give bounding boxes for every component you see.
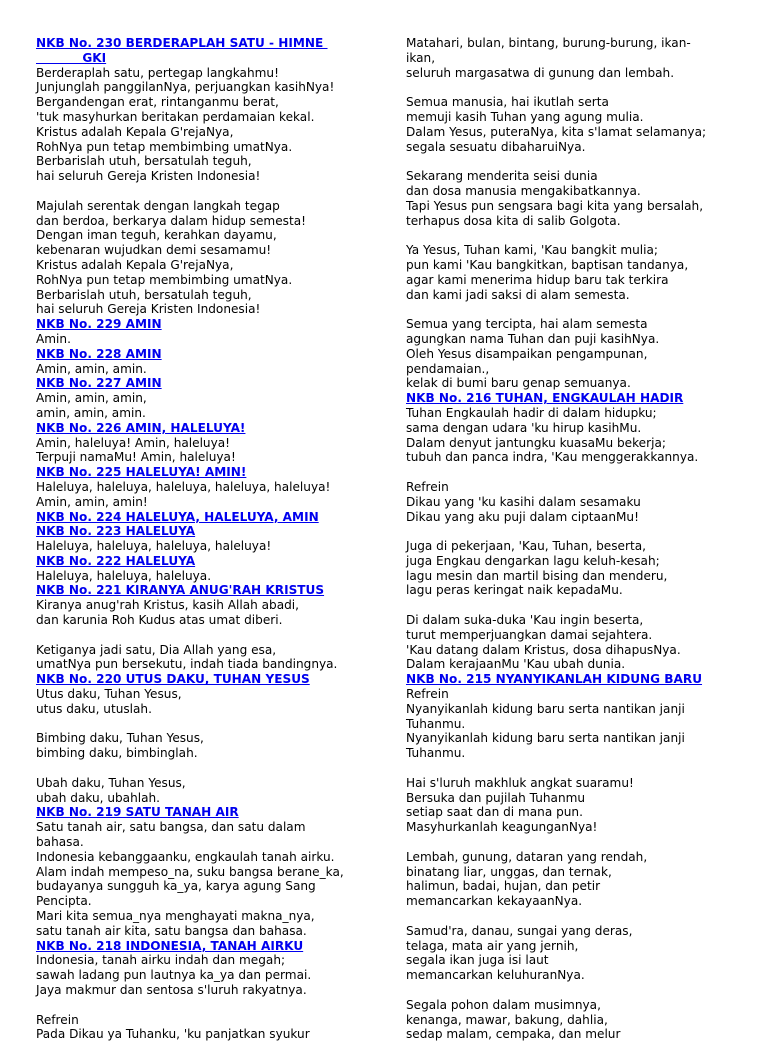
lyric-line: Semua yang tercipta, hai alam semesta [406, 317, 648, 332]
lyric-line: juga Engkau dengarkan lagu keluh-kesah; [406, 553, 660, 568]
lyric-line: Kiranya anug'rah Kristus, kasih Allah abadi, [36, 598, 300, 613]
lyric-line: Ya Yesus, Tuhan kami, 'Kau bangkit mulia; [406, 243, 658, 258]
lyric-line: Pada Dikau ya Tuhanku, 'ku panjatkan syukur [36, 1027, 310, 1042]
lyric-line: amin, amin, amin. [36, 405, 146, 420]
lyric-line: Kristus adalah Kepala G'rejaNya, [36, 124, 234, 139]
lyric-line: memancarkan kekayaanNya. [406, 894, 583, 909]
lyric-line: hai seluruh Gereja Kristen Indonesia! [36, 169, 261, 184]
lyric-line: Tuhanmu. [406, 716, 466, 731]
lyric-line: Amin, haleluya! Amin, haleluya! [36, 435, 231, 450]
hymn-title-link[interactable]: NKB No. 225 HALELUYA! AMIN! [36, 465, 247, 480]
lyric-line: Amin, amin, amin, [36, 391, 147, 406]
lyric-line: pun kami 'Kau bangkitkan, baptisan tandanya, [406, 257, 689, 272]
lyric-line: sawah ladang pun lautnya ka_ya dan permai. [36, 968, 312, 983]
lyric-line: turut memperjuangkan damai sejahtera. [406, 627, 653, 642]
lyric-line: Ketiganya jadi satu, Dia Allah yang esa, [36, 642, 277, 657]
lyric-line: memancarkan keluhuranNya. [406, 968, 585, 983]
lyric-line: Pencipta. [36, 894, 92, 909]
lyric-line: Dikau yang aku puji dalam ciptaanMu! [406, 509, 639, 524]
hymn-title-link[interactable]: NKB No. 223 HALELUYA [36, 524, 196, 539]
lyric-line: dan berdoa, berkarya dalam hidup semesta! [36, 213, 306, 228]
lyric-line: Tuhanmu. [406, 746, 466, 761]
lyric-line: seluruh margasatwa di gunung dan lembah. [406, 65, 675, 80]
stanza-break [406, 761, 746, 776]
lyric-line: Oleh Yesus disampaikan pengampunan, [406, 346, 648, 361]
lyric-line: Masyhurkanlah keagunganNya! [406, 820, 598, 835]
stanza-break [406, 80, 746, 95]
lyric-line: Indonesia kebanggaanku, engkaulah tanah airku. [36, 849, 335, 864]
lyric-line: sedap malam, cempaka, dan melur [406, 1027, 621, 1042]
lyric-line: Juga di pekerjaan, 'Kau, Tuhan, beserta, [406, 539, 646, 554]
lyric-line: Berbarislah utuh, bersatulah teguh, [36, 287, 252, 302]
stanza-break [36, 184, 371, 199]
lyric-line: Bersuka dan pujilah Tuhanmu [406, 790, 586, 805]
lyric-line: Majulah serentak dengan langkah tegap [36, 198, 280, 213]
lyric-line: Refrein [406, 687, 449, 702]
lyric-line: agar kami menerima hidup baru tak terkira [406, 272, 669, 287]
lyric-line: lagu peras keringat naik kepadaMu. [406, 583, 623, 598]
hymn-title-link[interactable]: NKB No. 224 HALELUYA, HALELUYA, AMIN [36, 509, 319, 524]
lyric-line: Dalam denyut jantungku kuasaMu bekerja; [406, 435, 666, 450]
lyric-line: RohNya pun tetap membimbing umatNya. [36, 139, 293, 154]
lyric-line: dan dosa manusia mengakibatkannya. [406, 183, 641, 198]
hymn-title-link[interactable]: NKB No. 221 KIRANYA ANUG'RAH KRISTUS [36, 583, 325, 598]
lyric-line: Dikau yang 'ku kasihi dalam sesamaku [406, 494, 641, 509]
lyric-line: utus daku, utuslah. [36, 701, 152, 716]
lyric-line: Refrein [36, 1012, 79, 1027]
lyric-line: Tuhan Engkaulah hadir di dalam hidupku; [406, 405, 657, 420]
lyric-line: Jaya makmur dan sentosa s'luruh rakyatnya. [36, 983, 307, 997]
lyric-line: budayanya sungguh ka_ya, karya agung Sang [36, 879, 316, 894]
stanza-break [406, 465, 746, 480]
lyric-line: Berderaplah satu, pertegap langkahmu! [36, 65, 279, 80]
hymn-title-link[interactable]: NKB No. 226 AMIN, HALELUYA! [36, 420, 246, 435]
lyric-line: halimun, badai, hujan, dan petir [406, 879, 601, 894]
lyric-line: Nyanyikanlah kidung baru serta nantikan janji [406, 701, 685, 716]
hymn-title-link[interactable]: NKB No. 220 UTUS DAKU, TUHAN YESUS [36, 672, 310, 687]
hymn-title-link[interactable]: NKB No. 216 TUHAN, ENGKAULAH HADIR [406, 391, 684, 406]
lyric-line: Alam indah mempeso_na, suku bangsa berane_ka, [36, 864, 344, 879]
lyric-line: setiap saat dan di mana pun. [406, 805, 583, 820]
hymn-title-link[interactable]: GKI [36, 50, 107, 65]
lyric-line: Ubah daku, Tuhan Yesus, [36, 775, 186, 790]
stanza-break [406, 598, 746, 613]
stanza-break [36, 998, 371, 1013]
lyric-line: 'tuk masyhurkan beritakan perdamaian kekal. [36, 109, 315, 124]
lyric-line: Di dalam suka-duka 'Kau ingin beserta, [406, 613, 644, 628]
lyric-line: kebenaran wujudkan demi sesamamu! [36, 243, 272, 258]
lyric-line: segala sesuatu dibaharuiNya. [406, 139, 586, 154]
lyric-line: Haleluya, haleluya, haleluya. [36, 568, 212, 583]
lyric-line: satu tanah air kita, satu bangsa dan bahasa. [36, 923, 307, 938]
lyric-line: RohNya pun tetap membimbing umatNya. [36, 272, 293, 287]
lyric-line: lagu mesin dan martil bising dan menderu, [406, 568, 668, 583]
lyric-line: pendamaian., [406, 361, 490, 376]
lyric-line: Dalam kerajaanMu 'Kau ubah dunia. [406, 657, 626, 672]
left-column [36, 36, 371, 1042]
hymn-title-link[interactable]: NKB No. 229 AMIN [36, 317, 162, 332]
lyric-line: Bergandengan erat, rintanganmu berat, [36, 95, 279, 110]
lyric-line: segala ikan juga isi laut [406, 953, 549, 968]
stanza-break [36, 717, 371, 732]
lyric-line: memuji kasih Tuhan yang agung mulia. [406, 109, 644, 124]
stanza-break [406, 835, 746, 850]
lyric-line: kenanga, mawar, bakung, dahlia, [406, 1012, 608, 1027]
lyric-line: Terpuji namaMu! Amin, haleluya! [36, 450, 236, 465]
stanza-break [406, 228, 746, 243]
stanza-break [406, 302, 746, 317]
lyric-line: Tapi Yesus pun sengsara bagi kita yang bersalah, [406, 198, 704, 213]
lyric-line: Matahari, bulan, bintang, burung-burung, ikan- [406, 36, 691, 50]
lyric-line: Junjunglah panggilanNya, perjuangkan kasihNya! [36, 80, 335, 95]
lyric-line: Indonesia, tanah airku indah dan megah; [36, 953, 286, 968]
right-column [406, 36, 746, 1042]
lyric-line: bimbing daku, bimbinglah. [36, 746, 198, 761]
lyric-line: Haleluya, haleluya, haleluya, haleluya! [36, 539, 272, 554]
lyric-line: Kristus adalah Kepala G'rejaNya, [36, 257, 234, 272]
lyric-line: Lembah, gunung, dataran yang rendah, [406, 849, 648, 864]
lyric-line: kelak di bumi baru genap semuanya. [406, 376, 631, 391]
stanza-break [36, 628, 371, 643]
lyric-line: dan karunia Roh Kudus atas umat diberi. [36, 613, 283, 628]
stanza-break [406, 524, 746, 539]
lyric-line: Satu tanah air, satu bangsa, dan satu dalam [36, 820, 306, 835]
hymn-title-link[interactable]: NKB No. 227 AMIN [36, 376, 162, 391]
lyric-line: bahasa. [36, 835, 84, 850]
lyric-line: ikan, [406, 50, 436, 65]
hymn-title-link[interactable]: NKB No. 230 BERDERAPLAH SATU - HIMNE [36, 36, 328, 50]
lyric-line: Utus daku, Tuhan Yesus, [36, 687, 182, 702]
lyric-line: agungkan nama Tuhan dan puji kasihNya. [406, 331, 660, 346]
lyric-line: Berbarislah utuh, bersatulah teguh, [36, 154, 252, 169]
lyric-line: telaga, mata air yang jernih, [406, 938, 579, 953]
lyric-line: Segala pohon dalam musimnya, [406, 997, 601, 1012]
hymn-title-link[interactable]: NKB No. 219 SATU TANAH AIR [36, 805, 239, 820]
hymn-title-link[interactable]: NKB No. 222 HALELUYA [36, 553, 196, 568]
lyric-line: binatang liar, unggas, dan ternak, [406, 864, 612, 879]
lyric-line: 'Kau datang dalam Kristus, dosa dihapusNya. [406, 642, 681, 657]
lyric-line: Hai s'luruh makhluk angkat suaramu! [406, 775, 634, 790]
lyric-line: terhapus dosa kita di salib Golgota. [406, 213, 621, 228]
lyric-line: Amin. [36, 331, 71, 346]
lyric-line: tubuh dan panca indra, 'Kau menggerakkannya. [406, 450, 699, 465]
lyric-line: dan kami jadi saksi di alam semesta. [406, 287, 630, 302]
stanza-break [406, 909, 746, 924]
lyric-line: hai seluruh Gereja Kristen Indonesia! [36, 302, 261, 317]
lyric-line: Nyanyikanlah kidung baru serta nantikan janji [406, 731, 685, 746]
hymn-title-link[interactable]: NKB No. 215 NYANYIKANLAH KIDUNG BARU [406, 672, 703, 687]
lyric-line: Dalam Yesus, puteraNya, kita s'lamat selamanya; [406, 124, 707, 139]
lyric-line: Sekarang menderita seisi dunia [406, 169, 598, 184]
stanza-break [406, 983, 746, 998]
lyric-line: ubah daku, ubahlah. [36, 790, 161, 805]
lyric-line: Amin, amin, amin! [36, 494, 148, 509]
lyric-line: Dengan iman teguh, kerahkan dayamu, [36, 228, 277, 243]
lyric-line: Bimbing daku, Tuhan Yesus, [36, 731, 204, 746]
lyric-line: umatNya pun bersekutu, indah tiada bandingnya. [36, 657, 338, 672]
lyric-line: Haleluya, haleluya, haleluya, haleluya, haleluya! [36, 479, 331, 494]
hymn-title-link[interactable]: NKB No. 218 INDONESIA, TANAH AIRKU [36, 938, 304, 953]
lyric-line: Refrein [406, 479, 449, 494]
lyric-line: sama dengan udara 'ku hirup kasihMu. [406, 420, 642, 435]
lyric-line: Amin, amin, amin. [36, 361, 147, 376]
lyric-line: Mari kita semua_nya menghayati makna_nya, [36, 909, 315, 924]
lyric-line: Semua manusia, hai ikutlah serta [406, 95, 609, 110]
hymn-title-link[interactable]: NKB No. 228 AMIN [36, 346, 162, 361]
lyric-line: Samud'ra, danau, sungai yang deras, [406, 923, 633, 938]
stanza-break [36, 761, 371, 776]
stanza-break [406, 154, 746, 169]
